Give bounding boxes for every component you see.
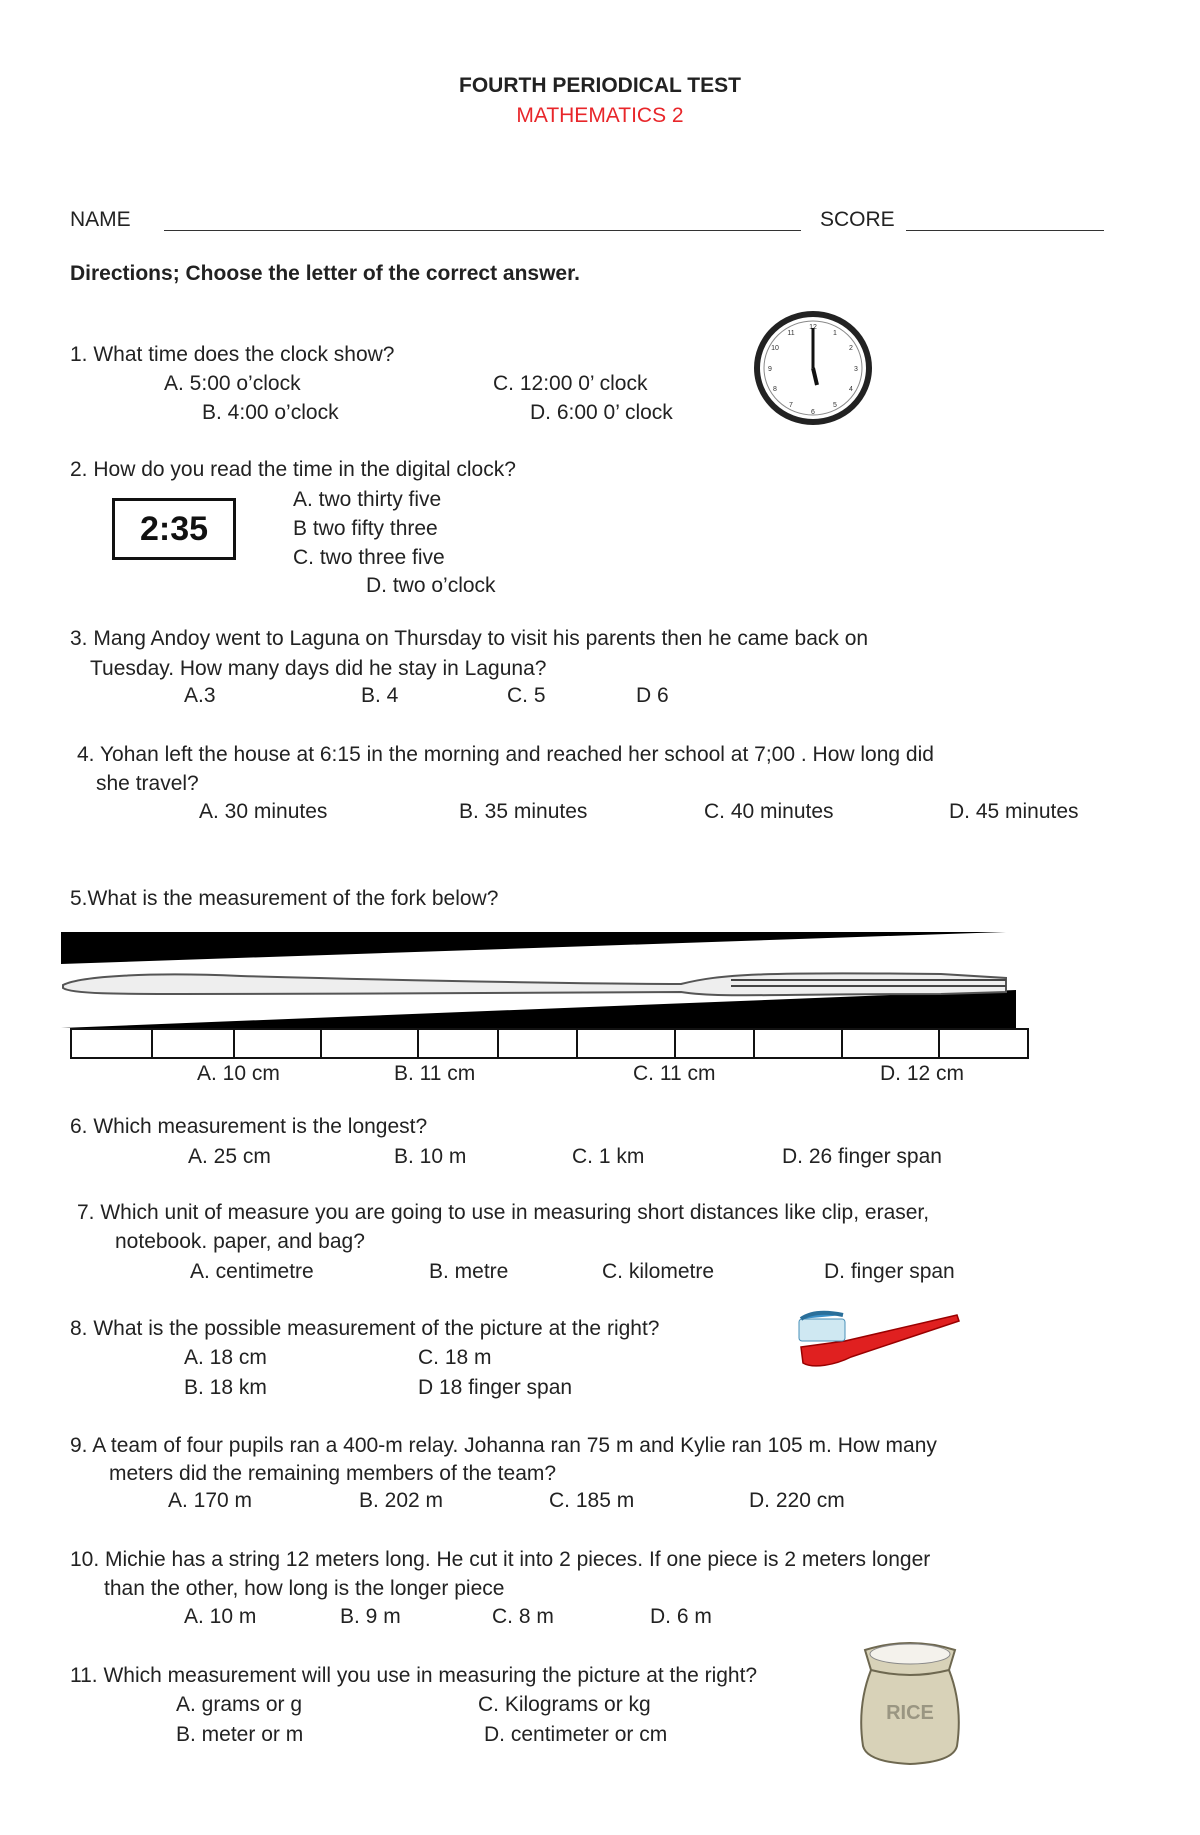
ruler <box>70 1028 1030 1060</box>
q8-option-d: D 18 finger span <box>418 1376 573 1399</box>
q8-option-a: A. 18 cm <box>184 1346 267 1369</box>
q11-option-a: A. grams or g <box>176 1693 303 1716</box>
q10-option-c: C. 8 m <box>492 1605 554 1628</box>
q1-option-a: A. 5:00 o’clock <box>164 372 301 395</box>
q1-option-d: D. 6:00 0’ clock <box>530 401 673 424</box>
q5-option-b: B. 11 cm <box>394 1062 476 1085</box>
q4-option-b: B. 35 minutes <box>459 800 588 823</box>
svg-text:5: 5 <box>833 402 837 409</box>
q10-option-a: A. 10 m <box>184 1605 257 1628</box>
q7-option-c: C. kilometre <box>602 1260 715 1283</box>
question-3-line2: Tuesday. How many days did he stay in Laguna? <box>90 657 547 680</box>
q7-option-d: D. finger span <box>824 1260 955 1283</box>
q2-option-b: B two fifty three <box>293 517 438 540</box>
score-field[interactable] <box>906 230 1104 231</box>
digital-clock: 2:35 <box>112 498 236 560</box>
q11-option-b: B. meter or m <box>176 1723 304 1746</box>
q8-option-b: B. 18 km <box>184 1376 267 1399</box>
q2-option-a: A. two thirty five <box>293 488 442 511</box>
svg-text:9: 9 <box>768 366 772 373</box>
q1-option-c: C. 12:00 0’ clock <box>493 372 648 395</box>
q5-option-c: C. 11 cm <box>633 1062 716 1085</box>
q9-option-b: B. 202 m <box>359 1489 444 1512</box>
q4-option-d: D. 45 minutes <box>949 800 1079 823</box>
name-field[interactable] <box>164 230 801 231</box>
question-8: 8. What is the possible measurement of the picture at the right? <box>70 1317 660 1340</box>
question-7-line2: notebook. paper, and bag? <box>115 1230 365 1253</box>
question-10-line2: than the other, how long is the longer piece <box>104 1577 505 1600</box>
q7-option-a: A. centimetre <box>190 1260 314 1283</box>
q9-option-a: A. 170 m <box>168 1489 253 1512</box>
svg-text:2: 2 <box>849 345 853 352</box>
q4-option-a: A. 30 minutes <box>199 800 328 823</box>
q3-option-a: A.3 <box>184 684 216 707</box>
rice-label: RICE <box>886 1702 934 1724</box>
q6-option-a: A. 25 cm <box>188 1145 271 1168</box>
q6-option-c: C. 1 km <box>572 1145 645 1168</box>
q6-option-b: B. 10 m <box>394 1145 467 1168</box>
question-9: 9. A team of four pupils ran a 400-m relay. Johanna ran 75 m and Kylie ran 105 m. How many <box>70 1434 937 1457</box>
question-9-line2: meters did the remaining members of the team? <box>109 1462 557 1485</box>
q11-option-d: D. centimeter or cm <box>484 1723 668 1746</box>
question-5: 5.What is the measurement of the fork below? <box>70 887 499 910</box>
svg-text:12: 12 <box>809 324 817 331</box>
svg-text:6: 6 <box>811 409 815 416</box>
svg-text:8: 8 <box>773 386 777 393</box>
q4-option-c: C. 40 minutes <box>704 800 834 823</box>
q8-option-c: C. 18 m <box>418 1346 492 1369</box>
q3-option-c: C. 5 <box>507 684 546 707</box>
question-3: 3. Mang Andoy went to Laguna on Thursday to visit his parents then he came back on <box>70 627 869 650</box>
question-10: 10. Michie has a string 12 meters long. He cut it into 2 pieces. If one piece is 2 meters longer <box>70 1548 931 1571</box>
q1-option-b: B. 4:00 o’clock <box>202 401 339 424</box>
q2-option-c: C. two three five <box>293 546 445 569</box>
q5-option-a: A. 10 cm <box>197 1062 280 1085</box>
test-title: FOURTH PERIODICAL TEST <box>459 74 741 97</box>
analog-clock-image <box>752 311 874 425</box>
q3-option-d: D 6 <box>636 684 669 707</box>
fork-image <box>61 932 1016 1028</box>
svg-text:4: 4 <box>849 386 853 393</box>
svg-text:3: 3 <box>854 366 858 373</box>
question-4: 4. Yohan left the house at 6:15 in the morning and reached her school at 7;00 . How long did <box>77 743 934 766</box>
q10-option-d: D. 6 m <box>650 1605 712 1628</box>
question-4-line2: she travel? <box>96 772 199 795</box>
toothbrush-image <box>795 1307 961 1371</box>
q9-option-c: C. 185 m <box>549 1489 635 1512</box>
question-11: 11. Which measurement will you use in measuring the picture at the right? <box>70 1664 758 1687</box>
rice-sack-image <box>845 1636 975 1774</box>
svg-text:1: 1 <box>833 330 837 337</box>
q9-option-d: D. 220 cm <box>749 1489 845 1512</box>
question-2: 2. How do you read the time in the digital clock? <box>70 458 516 481</box>
q10-option-b: B. 9 m <box>340 1605 401 1628</box>
q2-option-d: D. two o’clock <box>366 574 496 597</box>
q3-option-b: B. 4 <box>361 684 399 707</box>
q7-option-b: B. metre <box>429 1260 509 1283</box>
svg-text:11: 11 <box>787 330 795 337</box>
q5-option-d: D. 12 cm <box>880 1062 965 1085</box>
score-label: SCORE <box>820 208 895 231</box>
question-1: 1. What time does the clock show? <box>70 343 395 366</box>
q11-option-c: C. Kilograms or kg <box>478 1693 651 1716</box>
svg-text:7: 7 <box>789 402 793 409</box>
question-6: 6. Which measurement is the longest? <box>70 1115 428 1138</box>
subject-title: MATHEMATICS 2 <box>516 104 684 127</box>
name-label: NAME <box>70 208 131 231</box>
svg-text:10: 10 <box>771 345 779 352</box>
q6-option-d: D. 26 finger span <box>782 1145 942 1168</box>
directions: Directions; Choose the letter of the correct answer. <box>70 262 580 285</box>
question-7: 7. Which unit of measure you are going to use in measuring short distances like clip, eraser, <box>77 1201 930 1224</box>
